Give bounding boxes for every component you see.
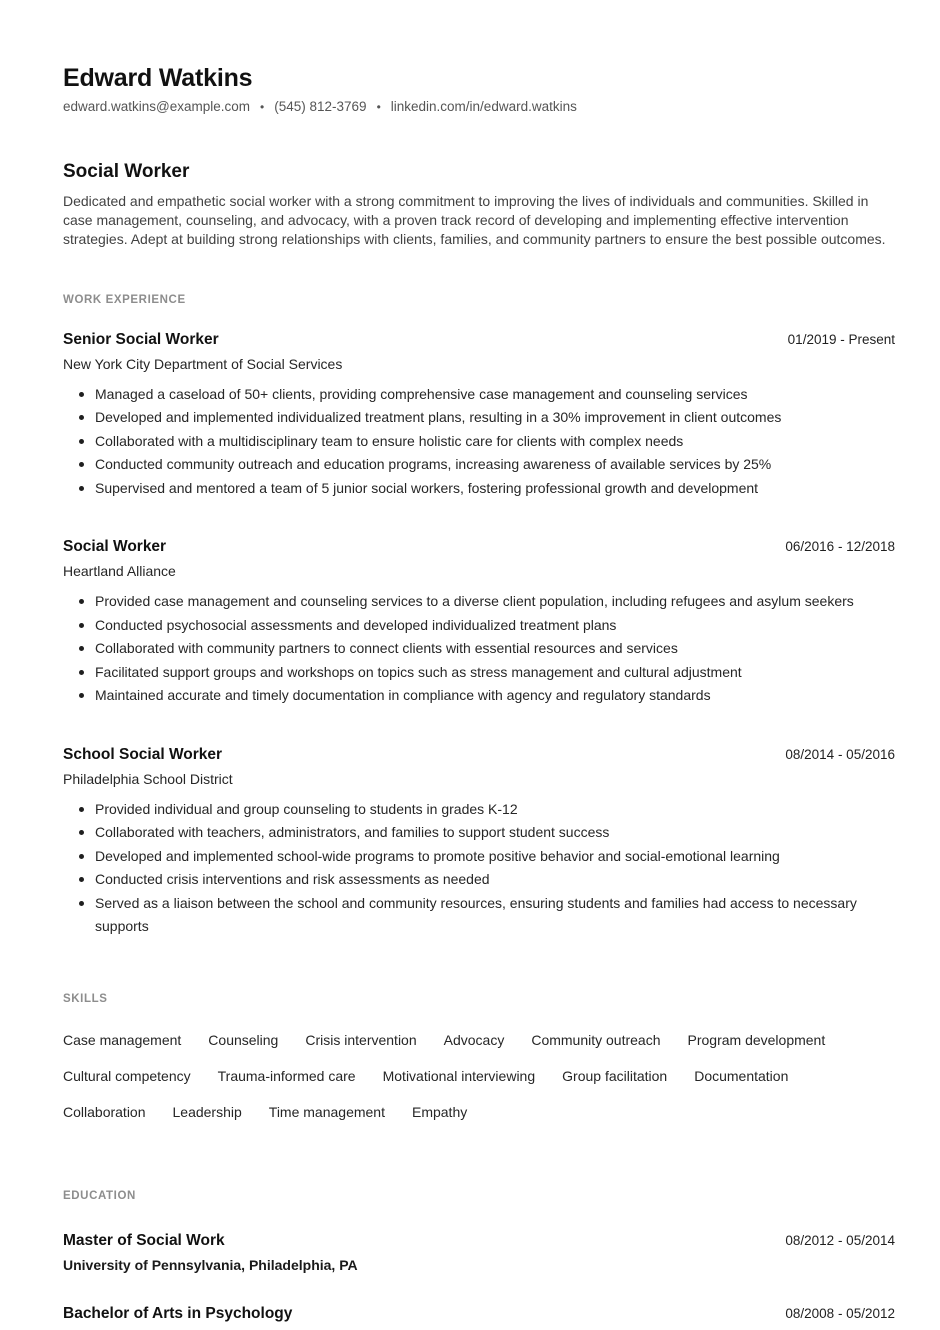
job-bullet: Maintained accurate and timely documentation in compliance with agency and regulatory standards (63, 684, 863, 708)
education-dates: 08/2008 - 05/2012 (785, 1305, 895, 1321)
skill-item: Program development (687, 1031, 826, 1048)
profile-section (63, 161, 895, 250)
job-entry (63, 331, 895, 501)
skill-item: Case management (63, 1031, 182, 1048)
job-bullet: Conducted psychosocial assessments and developed individualized treatment plans (63, 614, 863, 638)
skill-item: Cultural competency (63, 1067, 191, 1084)
job-bullet: Developed and implemented school-wide programs to promote positive behavior and social-emotional learning (63, 845, 863, 869)
job-bullet: Collaborated with a multidisciplinary team to ensure holistic care for clients with complex needs (63, 430, 863, 454)
job-bullet: Served as a liaison between the school and community resources, ensuring students and families had access to necessary supports (63, 892, 863, 939)
contact-linkedin: linkedin.com/in/edward.watkins (390, 98, 577, 114)
education-dates: 08/2012 - 05/2014 (785, 1232, 895, 1248)
candidate-name: Edward Watkins (63, 64, 253, 92)
education-school: University of Pennsylvania, Philadelphia, PA (63, 1256, 358, 1273)
job-bullets (63, 798, 895, 939)
skill-item: Leadership (172, 1103, 242, 1120)
skill-item: Counseling (208, 1031, 279, 1048)
job-title: Senior Social Worker (63, 330, 219, 348)
education-entry (63, 1232, 895, 1273)
job-bullets (63, 590, 895, 708)
job-entry (63, 746, 895, 939)
skill-item: Motivational interviewing (382, 1067, 536, 1084)
skill-item: Advocacy (443, 1031, 505, 1048)
job-bullet: Provided individual and group counseling to students in grades K-12 (63, 798, 863, 822)
job-header-row (63, 746, 895, 764)
skill-item: Group facilitation (562, 1067, 668, 1084)
job-company: New York City Department of Social Services (63, 355, 343, 372)
bullet-separator-icon: • (260, 99, 265, 114)
education-entries (63, 1232, 895, 1323)
education-entry (63, 1305, 895, 1323)
job-bullets (63, 383, 895, 501)
profile-summary: Dedicated and empathetic social worker with a strong commitment to improving the lives of individuals and communities. Skilled in case management, counseling, and advocacy, with a proven track record of developing and implementing effective intervention strategies. Adept at building strong relationships with clients, families, and community partners to ensure the best possible outcomes. (63, 192, 886, 248)
job-bullet: Managed a caseload of 50+ clients, providing comprehensive case management and counseling services (63, 383, 863, 407)
job-entry (63, 538, 895, 708)
contact-line (63, 99, 895, 114)
education-header-row (63, 1305, 895, 1323)
job-header-row (63, 331, 895, 349)
work-experience-label: WORK EXPERIENCE (63, 293, 186, 306)
job-bullet: Developed and implemented individualized treatment plans, resulting in a 30% improvement in client outcomes (63, 406, 863, 430)
job-dates: 06/2016 - 12/2018 (785, 539, 895, 555)
contact-phone: (545) 812-3769 (274, 98, 367, 114)
bullet-separator-icon: • (376, 99, 381, 114)
profile-title: Social Worker (63, 160, 190, 182)
job-bullet: Collaborated with community partners to connect clients with essential resources and services (63, 637, 863, 661)
skills-list (63, 1032, 863, 1120)
job-bullet: Provided case management and counseling services to a diverse client population, including refugees and asylum seekers (63, 590, 863, 614)
skills-section (63, 993, 895, 1120)
job-bullet: Facilitated support groups and workshops on topics such as stress management and cultural adjustment (63, 661, 863, 685)
education-degree: Master of Social Work (63, 1231, 225, 1249)
skill-item: Time management (268, 1103, 385, 1120)
skill-item: Trauma-informed care (217, 1067, 356, 1084)
education-degree: Bachelor of Arts in Psychology (63, 1304, 293, 1322)
skill-item: Crisis intervention (305, 1031, 417, 1048)
job-company: Philadelphia School District (63, 770, 233, 787)
job-bullet: Collaborated with teachers, administrators, and families to support student success (63, 821, 863, 845)
job-bullet: Conducted community outreach and education programs, increasing awareness of available services by 25% (63, 453, 863, 477)
job-title: School Social Worker (63, 745, 223, 763)
job-bullet: Supervised and mentored a team of 5 junior social workers, fostering professional growth and development (63, 477, 863, 501)
resume-header (63, 64, 895, 114)
job-company: Heartland Alliance (63, 563, 176, 580)
skills-label: SKILLS (63, 992, 108, 1005)
skill-item: Community outreach (531, 1031, 661, 1048)
skill-item: Empathy (411, 1103, 468, 1120)
job-header-row (63, 538, 895, 556)
job-title: Social Worker (63, 538, 167, 556)
jobs-container (63, 331, 895, 939)
education-section (63, 1190, 895, 1323)
work-experience-section (63, 294, 895, 939)
education-header-row (63, 1232, 895, 1250)
education-label: EDUCATION (63, 1189, 136, 1202)
job-bullet: Conducted crisis interventions and risk assessments as needed (63, 868, 863, 892)
job-dates: 08/2014 - 05/2016 (785, 746, 895, 762)
job-dates: 01/2019 - Present (787, 331, 895, 347)
contact-email: edward.watkins@example.com (63, 98, 251, 114)
skill-item: Collaboration (63, 1103, 146, 1120)
skill-item: Documentation (694, 1067, 789, 1084)
